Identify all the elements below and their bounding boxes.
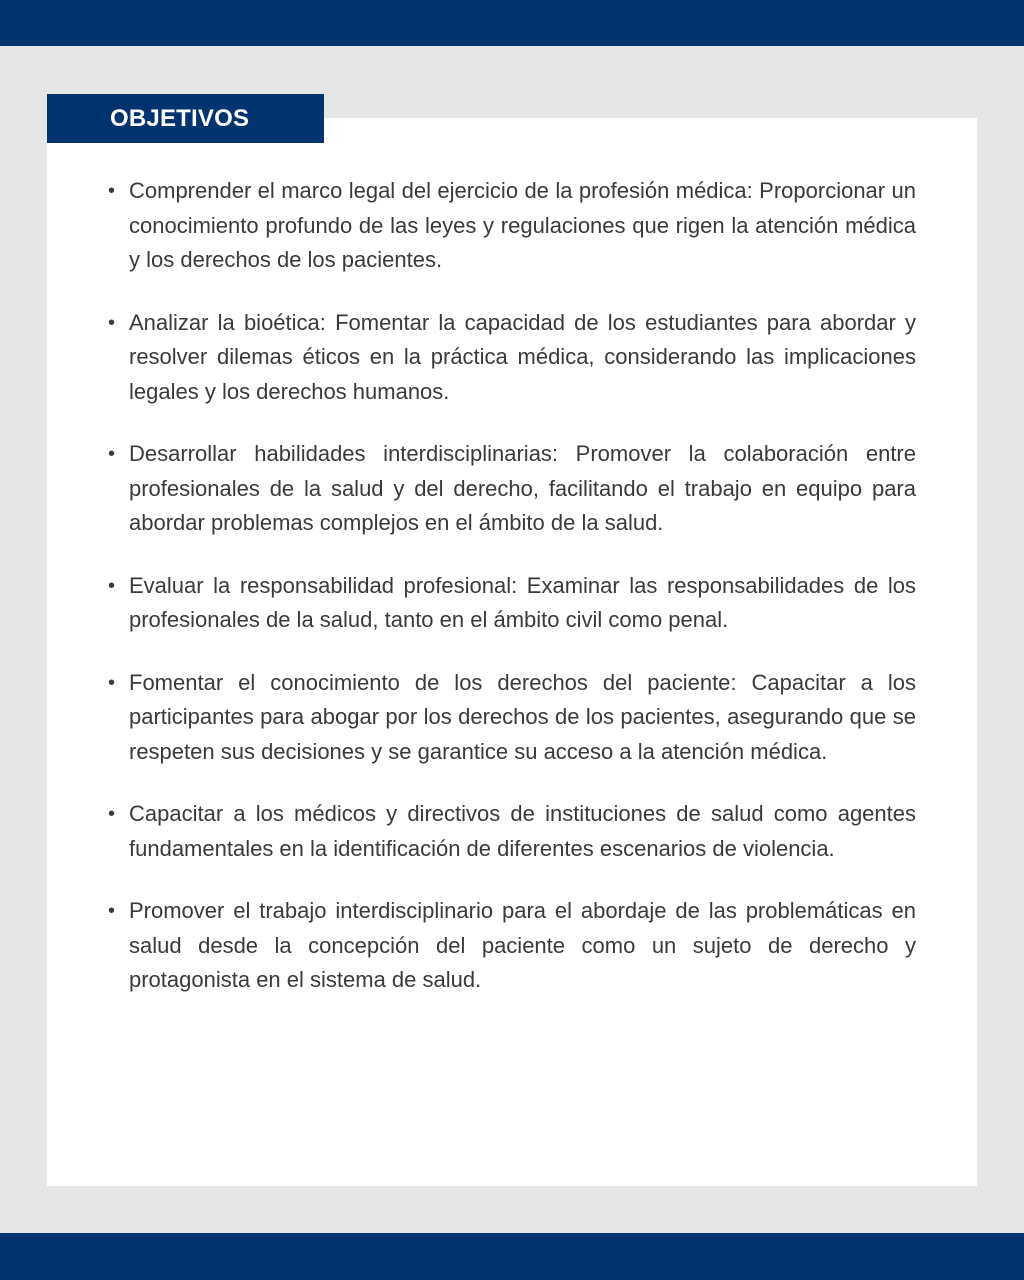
bullet-icon: • bbox=[108, 900, 116, 922]
bullet-icon: • bbox=[108, 180, 116, 202]
top-banner bbox=[0, 0, 1024, 46]
bullet-icon: • bbox=[108, 574, 116, 597]
bottom-banner bbox=[0, 1233, 1024, 1280]
objective-text: Capacitar a los médicos y directivos de instituciones de salud como agentes fundamentales en la identificación de diferentes escenarios de violencia. bbox=[129, 801, 916, 861]
list-item bbox=[104, 666, 916, 770]
objective-text: Comprender el marco legal del ejercicio de la profesión médica: Proporcionar un conocimiento profundo de las leyes y regulaciones que rigen la atención médica y los derechos de los pacientes. bbox=[129, 178, 916, 272]
list-item bbox=[104, 437, 916, 541]
section-title: OBJETIVOS bbox=[47, 94, 324, 143]
objective-text: Fomentar el conocimiento de los derechos del paciente: Capacitar a los participantes para abogar por los derechos de los pacientes, asegurando que se respeten sus decisiones y se garantice su acceso a la atención médica. bbox=[129, 669, 916, 764]
bullet-icon: • bbox=[108, 443, 116, 465]
objective-text: Desarrollar habilidades interdisciplinarias: Promover la colaboración entre profesionales de la salud y del derecho, facilitando el trabajo en equipo para abordar problemas complejos en el ámbito de la salud. bbox=[129, 441, 916, 535]
objective-text: Promover el trabajo interdisciplinario para el abordaje de las problemáticas en salud desde la concepción del paciente como un sujeto de derecho y protagonista en el sistema de salud. bbox=[129, 898, 916, 992]
list-item bbox=[104, 306, 916, 410]
list-item bbox=[104, 174, 916, 278]
objective-text: Evaluar la responsabilidad profesional: Examinar las responsabilidades de los profesionales de la salud, tanto en el ámbito civil como penal. bbox=[129, 572, 916, 632]
bullet-icon: • bbox=[108, 803, 116, 825]
list-item bbox=[104, 894, 916, 998]
list-item bbox=[104, 797, 916, 866]
list-item bbox=[104, 569, 916, 638]
objectives-list bbox=[104, 174, 916, 1026]
bullet-icon: • bbox=[108, 311, 116, 334]
bullet-icon: • bbox=[108, 671, 116, 694]
objective-text: Analizar la bioética: Fomentar la capacidad de los estudiantes para abordar y resolver dilemas éticos en la práctica médica, considerando las implicaciones legales y los derechos humanos. bbox=[129, 309, 916, 404]
